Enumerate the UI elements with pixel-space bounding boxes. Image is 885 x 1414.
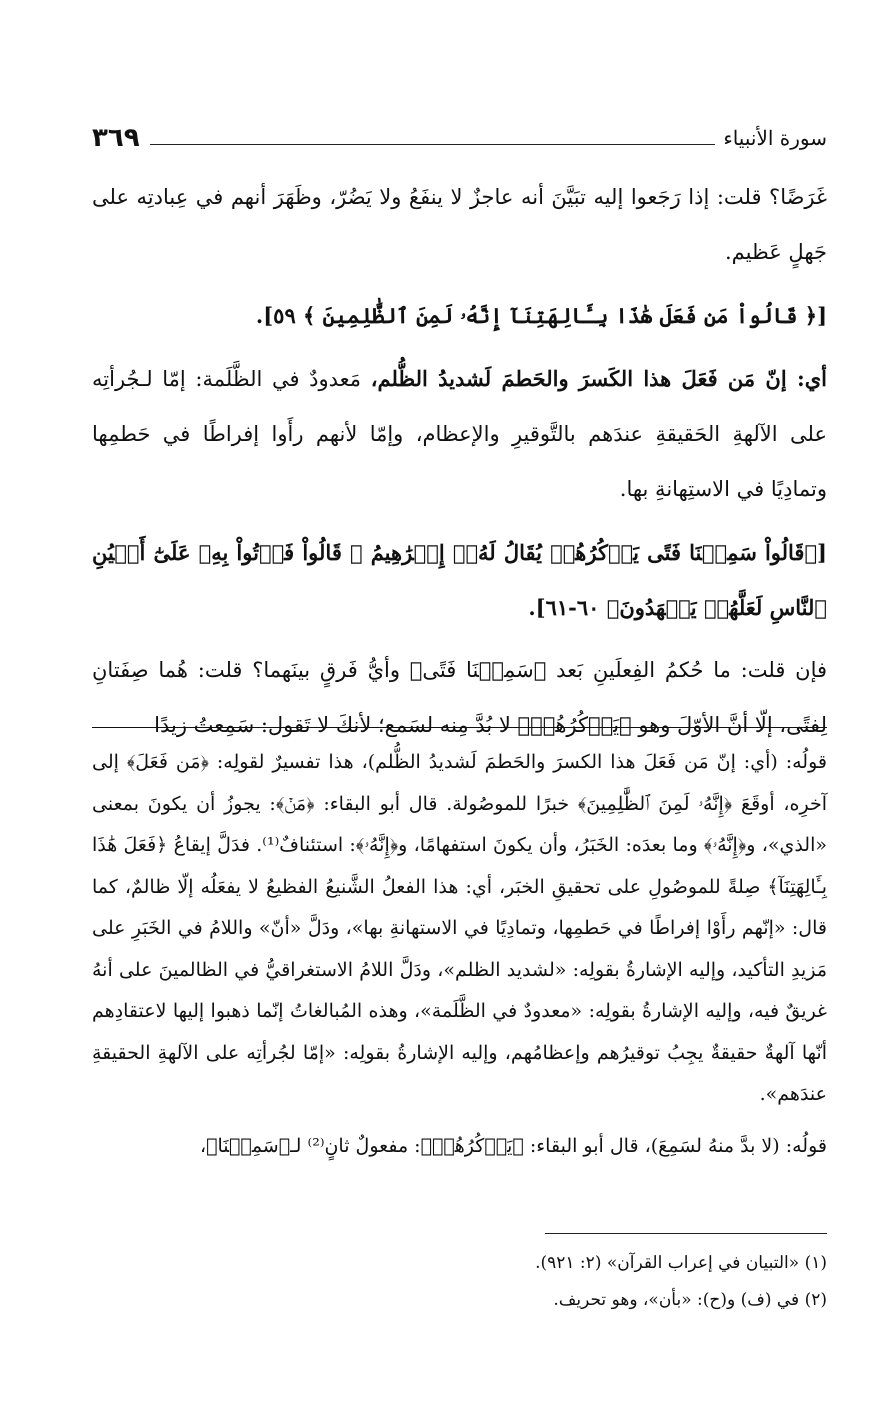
commentary-paragraph-1: قولُه: (أي: إنّ مَن فَعَلَ هذا الكسرَ والحَطمَ لَشديدُ الظُّلم)، هذا تفسيرٌ لقولِه: ﴿مَن فَعَلَ﴾ إلى آخرِه، أوقَعَ ﴿إِنَّهُۥ لَمِنَ ٱلظَّٰلِمِينَ﴾ خبرًا للموصُولة. قال أبو البقاء: ﴿مَنۡ﴾: يجوزُ أن يكونَ بمعنى «الذي»، و﴿إِنَّهُۥ﴾ وما بعدَه: الخَبَرُ، وأن يكونَ استفهامًا، و﴿إِنَّهُۥ﴾: استئنافٌ⁽¹⁾. فدَلَّ إيقاعُ ﴿فَعَلَ هَٰذَا بِـَٔالِهَتِنَآ﴾ صِلةً للموصُولِ على تحقيقِ الخبَر، أي: هذا الفعلُ الشَّنيعُ الفظيعُ لا يفعَلُه إلّا ظالمٌ، كما قال: «إنّهم رأَوْا إفراطًا في حَطمِها، وتمادِيًا في الاستهانةِ بها»، ودَلَّ «أنّ» واللامُ في الخَبَرِ على مَزيدِ التأكيد، وإليه الإشارةُ بقولِه: «لشديد الظلم»، ودَلَّ اللامُ الاستغراقيُّ في الظالمينَ على أنهُ غريقٌ فيه، وإليه الإشارةُ بقولِه: «معدودٌ في الظَّلَمة»، وهذه المُبالغاتُ إنّما ذهبوا إليها لاعتقادِهم أنّها آلهةٌ حقيقةٌ يجِبُ توقيرُهم وإعظامُهم، وإليه الإشارةُ بقولِه: «إمّا لجُرأتِه على الآلهةِ الحقيقةِ عندَهم». bbox=[92, 751, 827, 1105]
running-head bbox=[92, 118, 827, 158]
header-rule bbox=[150, 144, 716, 145]
main-paragraph-3: فإن قلت: ما حُكمُ الفِعلَينِ بَعد ﴿سَمِعۡنَا فَتًى﴾ وأيُّ فَرقٍ بينَهما؟ قلت: هُما صِفَتانِ لِفتًى، إلّا أنَّ الأوّلَ وهو ﴿يَذۡكُرُهُمۡ﴾ لا بُدَّ مِنه لسَمع؛ لأنكَ لا تَقول: سَمِعتُ زيدًا bbox=[92, 658, 827, 737]
quran-verse-60-61: [﴿قَالُواْ سَمِعۡنَا فَتًى يَذۡكُرُهُمۡ يُقَالُ لَهُۥٓ إِبۡرَٰهِيمُ ۞ قَالُواْ فَأۡتُواْ بِهِۦ عَلَىٰٓ أَعۡيُنِ ٱلنَّاسِ لَعَلَّهُمۡ يَشۡهَدُونَ﴾ ٦٠-٦١]. bbox=[92, 540, 827, 620]
main-paragraph-2-bold: أي: إنّ مَن فَعَلَ هذا الكَسرَ والحَطمَ لَشديدُ الظُّلم، bbox=[370, 366, 827, 391]
main-paragraph-2-rest: مَعدودٌ في الظَّلَمة: إمّا لـجُرأتِه على الآلهةِ الحَقيقةِ عندَهم بالتَّوقيرِ والإعظام، وإمّا لأنهم رأَوا إفراطًا في حَطمِها وتمادِيًا في الاستِهانةِ بها. bbox=[92, 367, 827, 501]
page-number: ٣٦٩ bbox=[92, 123, 140, 153]
footnotes bbox=[92, 1245, 827, 1319]
text-commentary-divider bbox=[92, 727, 827, 728]
commentary bbox=[92, 742, 827, 1177]
main-text bbox=[92, 170, 827, 761]
main-paragraph-2 bbox=[92, 351, 827, 517]
quran-verse-59: [﴿ قَالُواْ مَن فَعَلَ هَٰذَا بِـَٔالِهَتِنَآ إِنَّهُۥ لَمِنَ ٱلظَّٰلِمِينَ ﴾ ٥٩]. bbox=[255, 303, 827, 328]
footnote-1: (١) «التبيان في إعراب القرآن» (٢: ٩٢١). bbox=[535, 1253, 827, 1273]
footnote-2: (٢) في (ف) و(ح): «بأن»، وهو تحريف. bbox=[553, 1290, 827, 1310]
surah-name: سورة الأنبياء bbox=[723, 126, 827, 150]
main-paragraph-1: غَرَضًا؟ قلت: إذا رَجَعوا إليه تبَيَّنَ أنه عاجزٌ لا ينفَعُ ولا يَضُرّ، وظَهَرَ أنهم في عِبادتِه على جَهلٍ عَظيم. bbox=[92, 185, 827, 264]
commentary-paragraph-2: قولُه: (لا بدَّ منهُ لسَمِعَ)، قال أبو البقاء: ﴿يَذۡكُرُهُمۡ﴾: مفعولٌ ثانٍ⁽²⁾ لـ﴿سَمِعۡنَا﴾، bbox=[199, 1134, 827, 1157]
footnote-rule bbox=[545, 1233, 827, 1234]
